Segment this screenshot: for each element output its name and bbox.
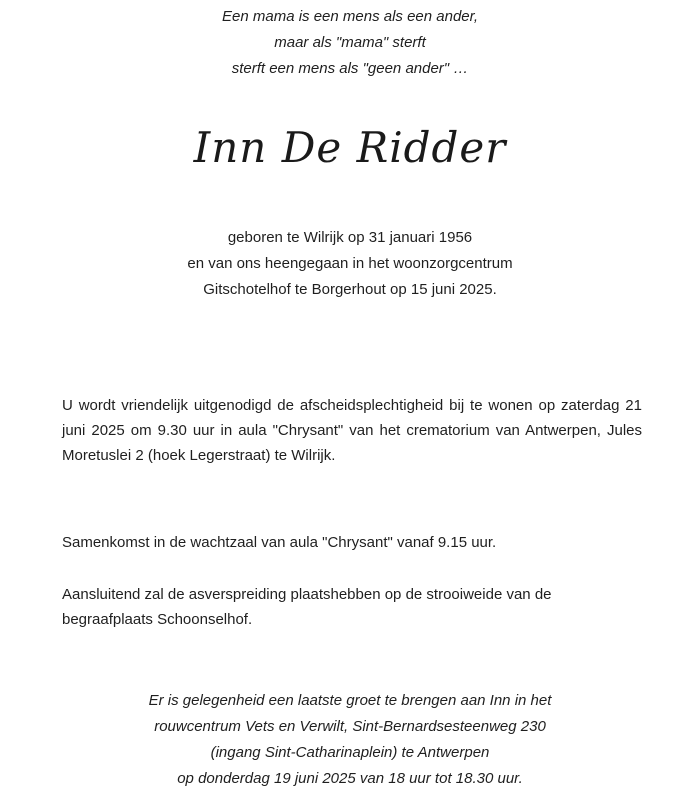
birth-death-info — [0, 225, 700, 303]
visitation-info — [0, 688, 700, 792]
funeral-invitation: U wordt vriendelijk uitgenodigd de afscheidsplechtigheid bij te wonen op zaterdag 21 juni 2025 om 9.30 uur in aula "Chrysant" van het crematorium van Antwerpen, Jules Moretuslei 2 (hoek Legerstraat) te Wilrijk. — [62, 397, 642, 464]
birth-line-1: geboren te Wilrijk op 31 januari 1956 — [227, 229, 473, 246]
visitation-line-2: rouwcentrum Vets en Verwilt, Sint-Bernardsesteenweg 230 — [154, 718, 546, 735]
poem-line-1: Een mama is een mens als een ander, — [222, 8, 478, 25]
visitation-line-1: Er is gelegenheid een laatste groet te brengen aan Inn in het — [148, 692, 552, 709]
ash-scattering-info: Aansluitend zal de asverspreiding plaatshebben op de strooiweide van de begraafplaats Schoonselhof. — [62, 586, 552, 628]
visitation-line-4: op donderdag 19 juni 2025 van 18 uur tot 18.30 uur. — [177, 770, 523, 787]
gathering-info: Samenkomst in de wachtzaal van aula "Chrysant" vanaf 9.15 uur. — [62, 534, 497, 551]
birth-line-2: en van ons heengegaan in het woonzorgcentrum — [187, 255, 513, 272]
poem-line-2: maar als "mama" sterft — [274, 34, 426, 51]
opening-poem — [0, 4, 700, 82]
visitation-line-3: (ingang Sint-Catharinaplein) te Antwerpen — [210, 744, 490, 761]
deceased-name: Inn De Ridder — [193, 123, 507, 172]
poem-line-3: sterft een mens als "geen ander" … — [231, 60, 469, 77]
birth-line-3: Gitschotelhof te Borgerhout op 15 juni 2025. — [203, 281, 497, 298]
